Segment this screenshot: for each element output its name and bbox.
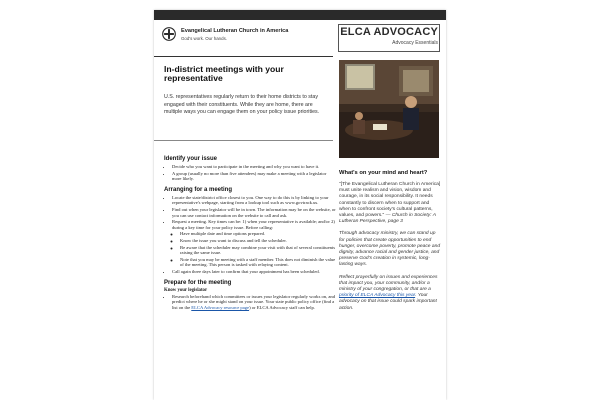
brand-subtitle: Advocacy Essentials	[392, 40, 438, 46]
before-calling-list	[172, 231, 336, 268]
elca-advocacy-resource-link[interactable]: ELCA Advocacy resource page	[191, 304, 250, 310]
list-item: • A group (usually no more than five attendees) may make a meeting with a legislator more likely.	[172, 171, 336, 182]
header-divider	[154, 56, 333, 57]
arranging-meeting-heading: Arranging for a meeting	[164, 186, 233, 193]
arranging-meeting-list	[164, 195, 336, 275]
meeting-photo	[339, 60, 439, 158]
elca-cross-logo-icon	[162, 27, 176, 41]
sidebar-title: What's on your mind and heart?	[339, 170, 428, 176]
org-name: Evangelical Lutheran Church in America	[181, 28, 289, 34]
article-body	[164, 156, 336, 315]
sidebar-paragraph: Through advocacy ministry, we can stand up for policies that create opportunities to end hunger, overcome poverty, promote peace and dignity, advance racial and gender justice, and preserve God's creation in systemic, long-lasting ways.	[339, 231, 441, 268]
sidebar-paragraph	[339, 275, 441, 312]
prepare-meeting-heading: Prepare for the meeting	[164, 279, 232, 286]
know-legislator-subheading: Know your legislator	[164, 287, 208, 293]
document-page	[154, 10, 446, 400]
paragraph-text: Reflect prayerfully on issues and experiences that impact you, your community, and/or a ministry of your congregation, or that are a	[339, 274, 438, 293]
identify-issue-list	[164, 164, 336, 182]
prepare-meeting-list	[164, 294, 336, 311]
list-item: ◦ Be aware that the scheduler may combine your visit with that of several constituents raising the same issue.	[180, 245, 336, 256]
paragraph-text: . Your advocacy on that issue could spark important action.	[339, 293, 437, 311]
page-title: In-district meetings with your representative	[164, 64, 284, 84]
quote-source: — Church in Society: A Lutheran Perspective, page 3	[339, 213, 436, 225]
list-item: • Find out when your legislator will be in town. The information may be on the website, or you can use contact information on the website to call and ask.	[172, 207, 336, 218]
list-item: ◦ Have multiple date and time options prepared.	[180, 231, 336, 237]
intro-paragraph: U.S. representatives regularly return to their home districts to stay engaged with their constituents. While they are home, there are multiple ways you can engage them on your policy issue priorities.	[164, 94, 320, 116]
intro-divider	[154, 140, 333, 141]
top-bar	[154, 10, 446, 20]
list-item-text: ) or ELCA Advocacy staff can help.	[249, 304, 315, 310]
list-item	[172, 219, 336, 268]
quote-text: "[The Evangelical Lutheran Church in America] must unite realism and vision, wisdom and courage, in its social responsibility. It needs constantly to discern when to support and when to confront society's cultural patterns, values, and powers."	[339, 182, 441, 219]
sidebar	[339, 170, 441, 318]
list-item-text: Research beforehand which committees or issues your legislator regularly works on, and predict where he or she might stand on your issue. Your state public policy office (find a list on the	[172, 293, 336, 310]
identify-issue-heading: Identify your issue	[164, 156, 218, 162]
list-item-text: Request a meeting. Key times can be: 1) when your representative is available; and/or 2) during a key time for your policy issue. Before calling:	[172, 219, 335, 230]
list-item: ◦ Note that you may be meeting with a staff member. This does not diminish the value of the meeting. This person is tasked with relaying content.	[180, 257, 336, 268]
org-tagline: God's work. Our hands.	[181, 36, 227, 41]
list-item: ◦ Know the issue you want to discuss and tell the scheduler.	[180, 238, 336, 244]
list-item: • Locate the state/district office closest to you. One way to do this is by linking to your representative's webpage, starting from a lookup tool such as www.govtrack.us.	[172, 195, 336, 206]
list-item	[172, 294, 336, 311]
sidebar-quote	[339, 182, 441, 225]
elca-priority-link[interactable]: priority of ELCA Advocacy this year	[339, 293, 416, 299]
list-item: • Decide who you want to participate in the meeting and why you want to have it.	[172, 164, 336, 170]
list-item: • Call again three days later to confirm that your appointment has been scheduled.	[172, 269, 336, 275]
brand-title: ELCA ADVOCACY	[340, 26, 438, 38]
